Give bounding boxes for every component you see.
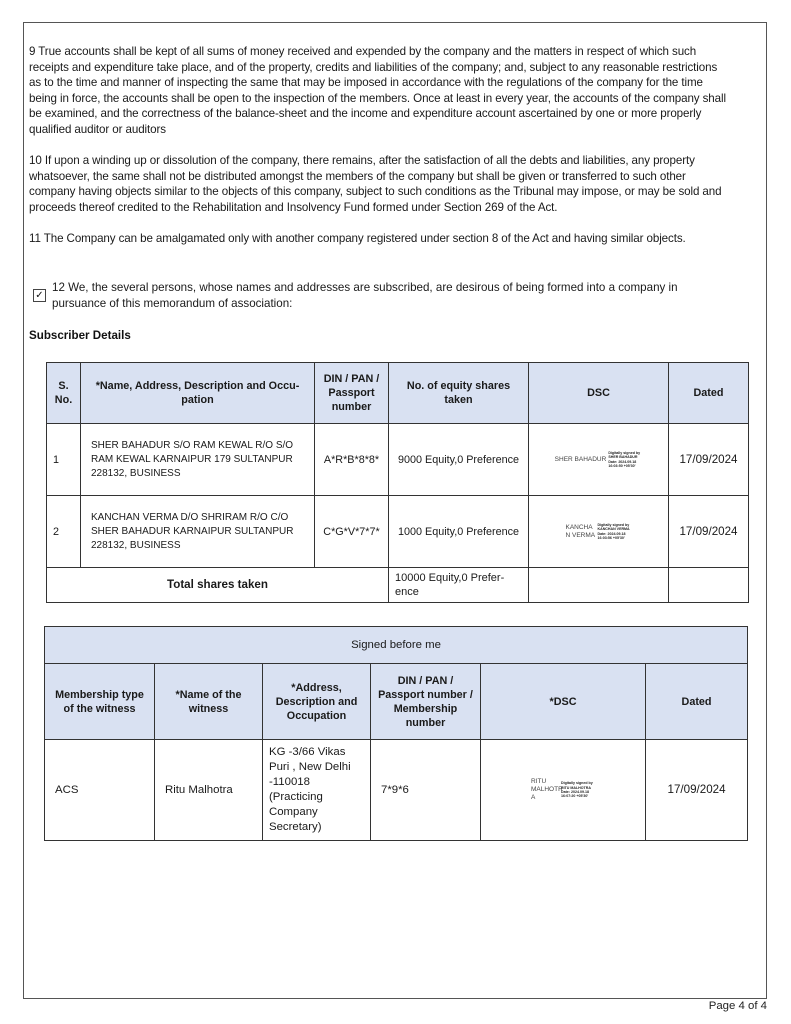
col-membership-type: Membership type of the witness xyxy=(45,664,155,740)
col-address: *Address, Description and Occupation xyxy=(263,664,371,740)
col-witness-name: *Name of the witness xyxy=(155,664,263,740)
clause-11: 11 The Company can be amalgamated only with another company registered under section 8 of the Act and having similar objects. xyxy=(29,232,686,245)
witness-number: 7*9*6 xyxy=(371,740,481,841)
digital-signature xyxy=(487,778,639,802)
digital-signature xyxy=(535,451,662,469)
total-dsc-empty xyxy=(529,568,669,603)
witness-header-row xyxy=(45,664,748,740)
col-dated: Dated xyxy=(669,363,749,424)
col-din: DIN / PAN / Passport number xyxy=(315,363,389,424)
col-shares: No. of equity shares taken xyxy=(389,363,529,424)
subscriber-dated: 17/09/2024 xyxy=(669,496,749,568)
dsc-signature-details: Digitally signed by KANCHAN VERMA Date: 2024.09.18 16:03:56 +05'30' xyxy=(597,522,630,540)
table-row xyxy=(47,496,749,568)
subscriber-name: SHER BAHADUR S/O RAM KEWAL R/O S/O RAM KEWAL KARNAIPUR 179 SULTANPUR 228132, BUSINESS xyxy=(81,424,315,496)
clause-12: 12 We, the several persons, whose names and addresses are subscribed, are desirous of being formed into a company in pursuance of this memorandum of association: xyxy=(52,281,678,310)
col-dsc: *DSC xyxy=(481,664,646,740)
total-dated-empty xyxy=(669,568,749,603)
witness-name: Ritu Malhotra xyxy=(155,740,263,841)
dsc-signature-details: Digitally signed by SHER BAHADUR Date: 2024.09.18 16:03:50 +05'30' xyxy=(608,450,641,468)
subscriber-sno: 1 xyxy=(47,424,81,496)
witness-dated: 17/09/2024 xyxy=(646,740,748,841)
dsc-signature-details: Digitally signed by RITU MALHOTRA Date: 2024.09.18 16:07:20 +05'30' xyxy=(561,781,593,799)
subscriber-header-row xyxy=(47,363,749,424)
digital-signature xyxy=(535,523,662,541)
witness-table xyxy=(44,626,748,841)
clause-9: 9 True accounts shall be kept of all sums of money received and expended by the company and the matters in respect of which such receipts and expenditure take place, and of the property, credits and liabilities of the company; and, subject to any reasonable restrictions as to the time and manner of inspecting the same that may be imposed in accordance with the regulations of the company for the time being in force, the accounts shall be open to the inspection of the members. Once at least in every year, the accounts of the company shall be examined, and the correctness of the balance-sheet and the income and expenditure account ascertained by one or more properly qualified auditor or auditors xyxy=(29,45,726,136)
witness-dsc[interactable] xyxy=(481,740,646,841)
clause-10: 10 If upon a winding up or dissolution of the company, there remains, after the satisfaction of all the debts and liabilities, any property whatsoever, the same shall not be distributed amongst the members of the company but shall be given or transferred to such other company having objects similar to the objects of this company, subject to such conditions as the Tribunal may impose, or may be sold and proceeds thereof credited to the Rehabilitation and Insolvency Fund formed under Section 269 of the Act. xyxy=(29,154,722,214)
clause-12-row xyxy=(33,280,733,311)
subscriber-shares: 9000 Equity,0 Preference xyxy=(389,424,529,496)
col-dsc: DSC xyxy=(529,363,669,424)
dsc-signer-name: SHER BAHADUR xyxy=(554,455,607,463)
witness-title: Signed before me xyxy=(45,627,748,664)
page-number: Page 4 of 4 xyxy=(708,1000,767,1012)
subscriber-dsc[interactable] xyxy=(529,496,669,568)
clause-12-checkbox[interactable]: ✓ xyxy=(33,289,46,302)
subscriber-table xyxy=(46,362,749,603)
subscriber-sno: 2 xyxy=(47,496,81,568)
col-sno: S. No. xyxy=(47,363,81,424)
subscriber-dated: 17/09/2024 xyxy=(669,424,749,496)
subscriber-din: C*G*V*7*7* xyxy=(315,496,389,568)
subscriber-shares: 1000 Equity,0 Preference xyxy=(389,496,529,568)
subscriber-name: KANCHAN VERMA D/O SHRIRAM R/O C/O SHER BAHADUR KARNAIPUR SULTANPUR 228132, BUSINESS xyxy=(81,496,315,568)
total-label: Total shares taken xyxy=(47,568,389,603)
witness-type: ACS xyxy=(45,740,155,841)
subscriber-dsc[interactable] xyxy=(529,424,669,496)
col-membership-number: DIN / PAN / Passport number / Membership number xyxy=(371,664,481,740)
dsc-signer-name: RITU MALHOTR A xyxy=(531,778,563,801)
col-name: *Name, Address, Description and Occu-pation xyxy=(81,363,315,424)
table-row xyxy=(47,424,749,496)
total-row xyxy=(47,568,749,603)
witness-address: KG -3/66 Vikas Puri , New Delhi -110018 (Practicing Company Secretary) xyxy=(263,740,371,841)
subscriber-din: A*R*B*8*8* xyxy=(315,424,389,496)
col-dated: Dated xyxy=(646,664,748,740)
total-value: 10000 Equity,0 Prefer-ence xyxy=(389,568,529,603)
subscriber-details-heading: Subscriber Details xyxy=(29,329,131,342)
table-row xyxy=(45,740,748,841)
dsc-signer-name: KANCHA N VERMA xyxy=(565,523,596,539)
